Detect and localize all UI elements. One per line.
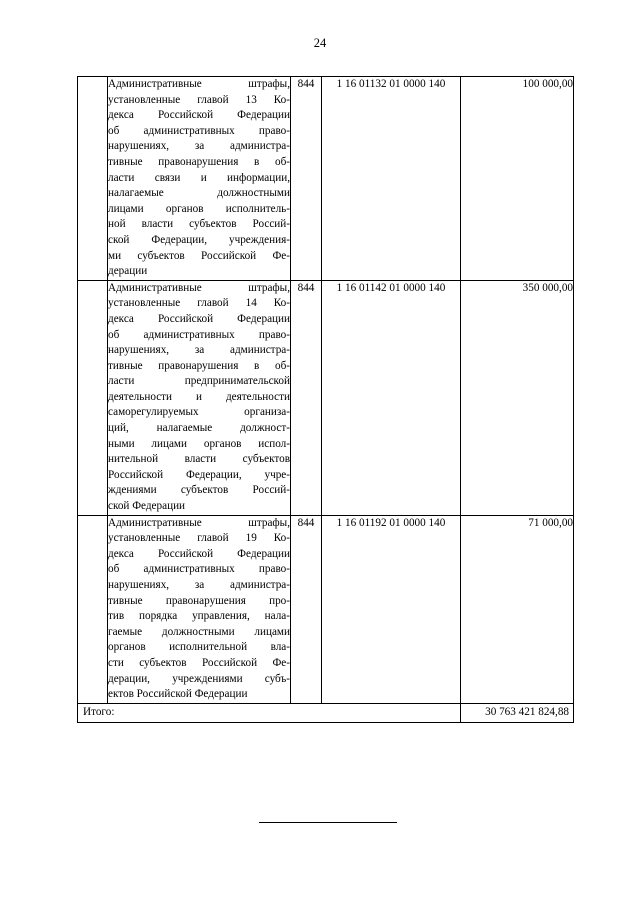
description-line: ской Федерации [108, 500, 186, 513]
table-row [78, 515, 574, 703]
description-line: установленные главой 14 Ко- [108, 297, 290, 310]
amount-cell: 100 000,00 [461, 77, 574, 281]
description-line: ций, налагаемые должност- [108, 422, 290, 435]
amount-cell: 350 000,00 [461, 280, 574, 515]
description-cell [108, 280, 291, 515]
description-line: нарушениях, за администра- [108, 579, 290, 591]
total-label: Итого: [78, 703, 461, 723]
description-line: тивные правонарушения в об- [108, 155, 290, 168]
description-line: декса Российской Федерации [108, 547, 290, 560]
description-line: лицами органов исполнитель- [108, 202, 290, 215]
row-number-cell [78, 515, 108, 703]
description-line: дерации, учреждениями субъ- [108, 672, 290, 685]
description-line: тивные правонарушения про- [108, 594, 290, 607]
description-cell [108, 515, 291, 703]
table-body [78, 77, 574, 723]
description-line: тивные правонарушения в об- [108, 359, 290, 372]
description-line: нарушениях, за администра- [108, 140, 290, 153]
row-number-cell [78, 280, 108, 515]
description-line: органов исполнительной вла- [108, 641, 290, 654]
table-row [78, 77, 574, 281]
description-line: ной власти субъектов Россий- [108, 218, 290, 231]
closing-rule [259, 822, 397, 823]
description-line: ными лицами органов испол- [108, 437, 290, 450]
description-line: тив порядка управления, нала- [108, 610, 290, 623]
description-line: деятельности и деятельности [108, 390, 290, 403]
description-line: ласти предпринимательской [108, 375, 290, 388]
description-line: ектов Российской Федерации [108, 688, 248, 701]
description-line: ской Федерации, учреждения- [108, 233, 290, 246]
description-line: налагаемые должностными [108, 187, 290, 200]
description-line: нительной власти субъектов [108, 453, 290, 466]
row-number-cell [78, 77, 108, 281]
table-row [78, 280, 574, 515]
admin-code-cell: 844 [291, 280, 322, 515]
description-line: об административных право- [108, 563, 290, 576]
description-line: об административных право- [108, 328, 290, 341]
description-line: нарушениях, за администра- [108, 344, 290, 357]
budget-table [77, 76, 574, 723]
description-line: ласти связи и информации, [108, 171, 290, 184]
page-number: 24 [313, 36, 327, 50]
admin-code-cell: 844 [291, 77, 322, 281]
description-line: ми субъектов Российской Фе- [108, 249, 290, 262]
total-amount: 30 763 421 824,88 [461, 703, 574, 723]
kbk-code-cell: 1 16 01142 01 0000 140 [322, 280, 461, 515]
total-row [78, 703, 574, 723]
amount-cell: 71 000,00 [461, 515, 574, 703]
description-line: Административные штрафы, [108, 78, 290, 90]
kbk-code-cell: 1 16 01132 01 0000 140 [322, 77, 461, 281]
description-line: дерации [108, 265, 148, 278]
description-line: ждениями субъектов Россий- [108, 484, 290, 497]
description-line: установленные главой 19 Ко- [108, 532, 290, 545]
description-line: декса Российской Федерации [108, 109, 290, 122]
description-line: саморегулируемых организа- [108, 406, 290, 419]
description-line: Административные штрафы, [108, 281, 290, 294]
description-line: Административные штрафы, [108, 516, 290, 529]
description-cell [108, 77, 291, 281]
description-line: об административных право- [108, 124, 290, 137]
description-line: установленные главой 13 Ко- [108, 93, 290, 106]
description-line: Российской Федерации, учре- [108, 468, 290, 481]
admin-code-cell: 844 [291, 515, 322, 703]
description-line: гаемые должностными лицами [108, 625, 290, 638]
description-line: сти субъектов Российской Фе- [108, 656, 290, 669]
description-line: декса Российской Федерации [108, 312, 290, 325]
kbk-code-cell: 1 16 01192 01 0000 140 [322, 515, 461, 703]
